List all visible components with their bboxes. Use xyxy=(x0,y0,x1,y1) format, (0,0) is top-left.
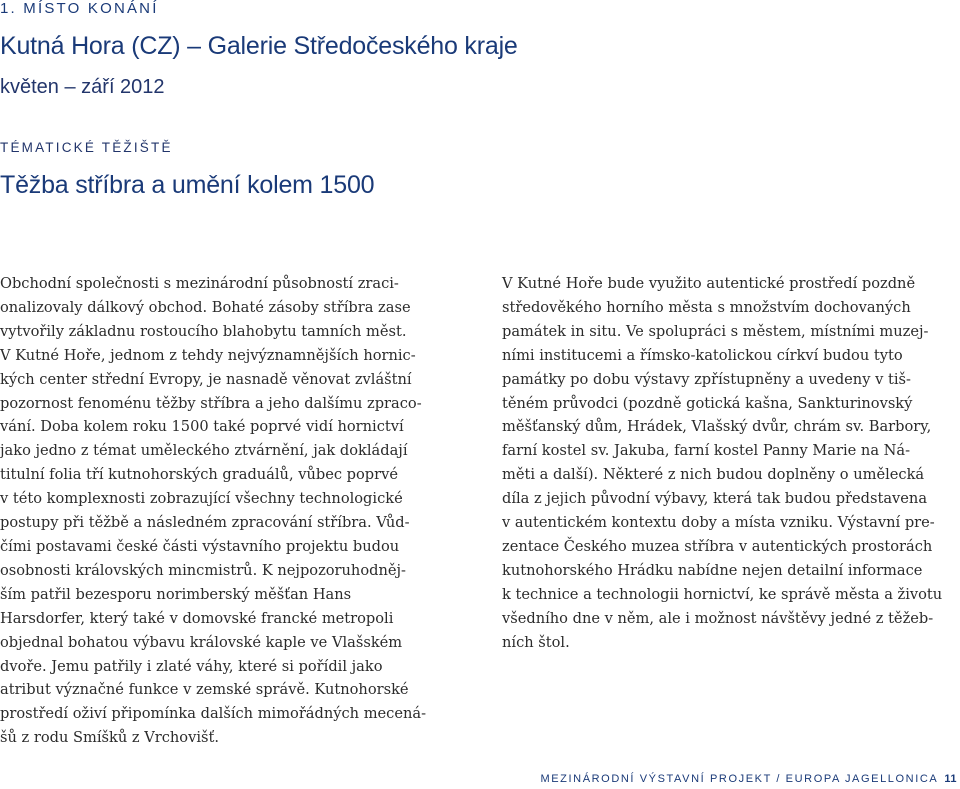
text-line: Harsdorfer, který také v domovské francké metropoli xyxy=(0,609,394,627)
text-line: v autentickém kontextu doby a místa vzniku. Výstavní pre- xyxy=(502,514,935,532)
theme-title: Těžba stříbra a umění kolem 1500 xyxy=(0,171,375,199)
body-column-left xyxy=(0,272,470,750)
text-line: ních štol. xyxy=(502,633,570,651)
text-line: Obchodní společnosti s mezinárodní působností zraci- xyxy=(0,275,399,292)
text-line: těném průvodci (pozdně gotická kašna, Sankturinovský xyxy=(502,394,913,412)
page-number: 11 xyxy=(944,773,957,785)
body-column-right xyxy=(502,272,960,655)
text-line: památky po dobu výstavy zpřístupněny a uvedeny v tiš- xyxy=(502,370,911,388)
text-line: památek in situ. Ve spolupráci s městem, místními muzej- xyxy=(502,322,929,340)
text-line: měti a další). Některé z nich budou doplněny o umělecká xyxy=(502,466,925,484)
text-line: onalizovaly dálkový obchod. Bohaté zásoby stříbra zase xyxy=(0,298,411,316)
text-line: dvoře. Jemu patřily i zlaté váhy, které si pořídil jako xyxy=(0,657,383,675)
text-line: kutnohorského Hrádku nabídne nejen detailní informace xyxy=(502,561,923,579)
text-line: V Kutné Hoře bude využito autentické prostředí pozdně xyxy=(502,275,916,292)
venue-title: Kutná Hora (CZ) – Galerie Středočeského kraje xyxy=(0,32,518,60)
text-line: ními institucemi a římsko-katolickou církví budou tyto xyxy=(502,346,903,364)
text-line: k technice a technologii hornictví, ke správě města a životu xyxy=(502,585,943,603)
exhibition-dates: květen – září 2012 xyxy=(0,76,165,98)
text-line: v této komplexnosti zobrazující všechny technologické xyxy=(0,490,403,508)
section-number: 1. MÍSTO KONÁNÍ xyxy=(0,0,159,17)
text-line: vytvořily základnu rostoucího blahobytu tamních měst. xyxy=(0,322,407,340)
text-line: postupy při těžbě a následném zpracování stříbra. Vůd- xyxy=(0,514,410,532)
text-line: objednal bohatou výbavu královské kaple ve Vlašském xyxy=(0,633,403,651)
text-line: atribut význačné funkce v zemské správě. Kutnohorské xyxy=(0,681,409,699)
footer-text: MEZINÁRODNÍ VÝSTAVNÍ PROJEKT / EUROPA JAGELLONICA xyxy=(540,773,939,785)
paragraph-right xyxy=(502,272,960,655)
text-line: farní kostel sv. Jakuba, farní kostel Panny Marie na Ná- xyxy=(502,442,911,460)
text-line: ším patřil bezesporu norimberský měšťan Hans xyxy=(0,585,352,603)
paragraph-left xyxy=(0,272,470,750)
text-line: středověkého horního města s množstvím dochovaných xyxy=(502,298,911,316)
text-line: vání. Doba kolem roku 1500 také poprvé vidí hornictví xyxy=(0,418,404,436)
text-line: titulní folia tří kutnohorských graduálů, vůbec poprvé xyxy=(0,466,398,484)
text-line: osobnosti královských mincmistrů. K nejpozoruhodněj- xyxy=(0,561,406,579)
text-line: kých center střední Evropy, je nasnadě věnovat zvláštní xyxy=(0,370,412,388)
theme-label: TÉMATICKÉ TĚŽIŠTĚ xyxy=(0,140,173,155)
text-line: díla z jejich původní výbavy, která tak budou představena xyxy=(502,490,928,508)
text-line: jako jedno z témat uměleckého ztvárnění, jak dokládají xyxy=(0,442,408,460)
text-line: měšťanský dům, Hrádek, Vlašský dvůr, chrám sv. Barbory, xyxy=(502,418,932,436)
text-line: prostředí oživí připomínka dalších mimořádných mecená- xyxy=(0,705,427,723)
text-line: zentace Českého muzea stříbra v autentických prostorách xyxy=(502,537,933,555)
page-footer xyxy=(540,773,957,785)
text-line: V Kutné Hoře, jednom z tehdy nejvýznamnějších hornic- xyxy=(0,346,416,364)
text-line: šů z rodu Smíšků z Vrchovišť. xyxy=(0,729,219,747)
text-line: pozornost fenoménu těžby stříbra a jeho dalšímu zpraco- xyxy=(0,394,422,412)
text-line: čími postavami české části výstavního projektu budou xyxy=(0,537,400,555)
text-line: všedního dne v něm, ale i možnost návštěvy jedné z těžeb- xyxy=(502,609,934,627)
